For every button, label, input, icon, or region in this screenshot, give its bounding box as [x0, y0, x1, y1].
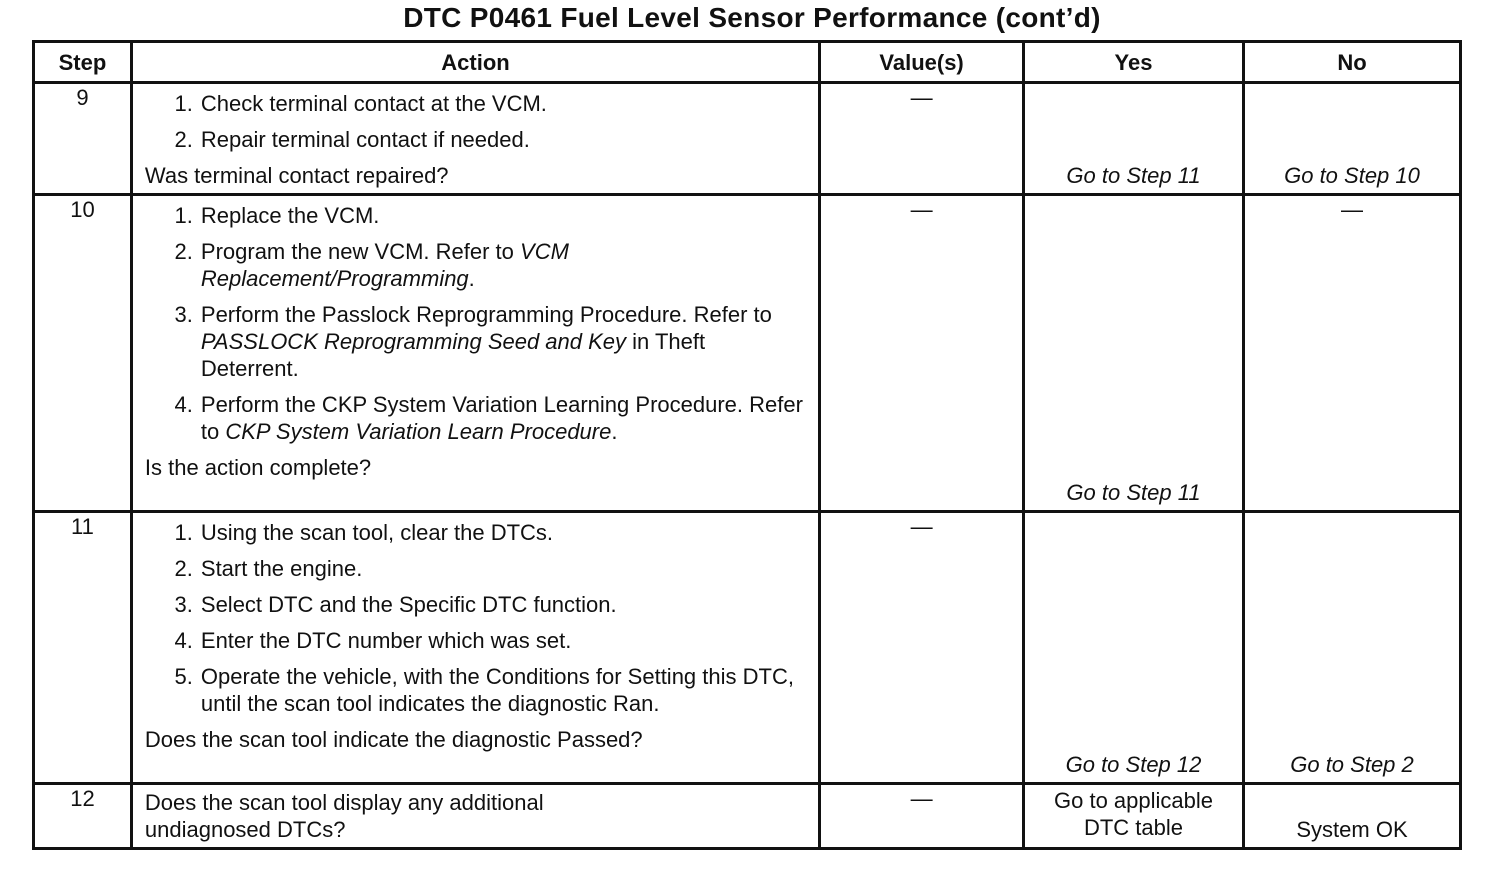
yes-cell	[1024, 195, 1244, 512]
action-question: Is the action complete?	[144, 455, 372, 480]
value-cell: —	[820, 195, 1024, 512]
yes-link[interactable]: Go to Step 11	[1066, 480, 1201, 505]
value-cell: —	[820, 83, 1024, 195]
no-result: System OK	[1296, 817, 1408, 842]
action-item: 4. Enter the DTC number which was set.	[174, 628, 572, 653]
action-cell	[131, 784, 819, 849]
action-cell	[131, 83, 819, 195]
header-values: Value(s)	[820, 42, 1024, 83]
page-title: DTC P0461 Fuel Level Sensor Performance (cont’d)	[403, 2, 1101, 33]
value-cell: —	[820, 512, 1024, 784]
yes-link[interactable]: Go to Step 11	[1066, 163, 1201, 188]
table-row-step-9	[34, 83, 1461, 195]
action-item: 2. Program the new VCM. Refer to VCM Replacement/Programming.	[174, 239, 569, 291]
action-cell	[131, 512, 819, 784]
action-item: 4. Perform the CKP System Variation Learning Procedure. Refer to CKP System Variation Learn Procedure.	[174, 392, 803, 444]
action-question-line: Does the scan tool display any additional	[144, 790, 544, 815]
action-question: Was terminal contact repaired?	[144, 163, 449, 188]
yes-cell	[1024, 83, 1244, 195]
yes-link-line[interactable]: Go to applicable	[1054, 788, 1213, 813]
no-cell	[1244, 784, 1461, 849]
header-step: Step	[34, 42, 132, 83]
no-link[interactable]: Go to Step 2	[1290, 752, 1414, 777]
no-cell	[1244, 83, 1461, 195]
step-number: 12	[34, 784, 132, 849]
step-number: 9	[34, 83, 132, 195]
action-item: 3. Select DTC and the Specific DTC function.	[174, 592, 617, 617]
header-yes: Yes	[1024, 42, 1244, 83]
action-item: 1. Check terminal contact at the VCM.	[174, 91, 547, 116]
table-header-row	[34, 42, 1461, 83]
action-item: 1. Replace the VCM.	[174, 203, 380, 228]
action-question-line: undiagnosed DTCs?	[144, 817, 346, 842]
header-no: No	[1244, 42, 1461, 83]
table-row-step-12	[34, 784, 1461, 849]
step-number: 10	[34, 195, 132, 512]
no-link[interactable]: Go to Step 10	[1284, 163, 1420, 188]
step-number: 11	[34, 512, 132, 784]
action-item: 5. Operate the vehicle, with the Conditions for Setting this DTC, until the scan tool indicates the diagnostic Ran.	[174, 664, 794, 716]
action-item: 3. Perform the Passlock Reprogramming Procedure. Refer to PASSLOCK Reprogramming Seed and Key in Theft Deterrent.	[174, 302, 772, 381]
no-cell: —	[1244, 195, 1461, 512]
value-cell: —	[820, 784, 1024, 849]
action-item: 2. Repair terminal contact if needed.	[174, 127, 530, 152]
action-item: 1. Using the scan tool, clear the DTCs.	[174, 520, 554, 545]
yes-cell	[1024, 784, 1244, 849]
header-action: Action	[131, 42, 819, 83]
action-item: 2. Start the engine.	[174, 556, 363, 581]
action-question: Does the scan tool indicate the diagnostic Passed?	[144, 727, 643, 752]
yes-link[interactable]: Go to Step 12	[1065, 752, 1202, 777]
action-cell	[131, 195, 819, 512]
table-row-step-11	[34, 512, 1461, 784]
yes-link-line[interactable]: DTC table	[1083, 815, 1184, 840]
no-cell	[1244, 512, 1461, 784]
table-row-step-10	[34, 195, 1461, 512]
yes-cell	[1024, 512, 1244, 784]
dtc-table	[32, 40, 1462, 850]
